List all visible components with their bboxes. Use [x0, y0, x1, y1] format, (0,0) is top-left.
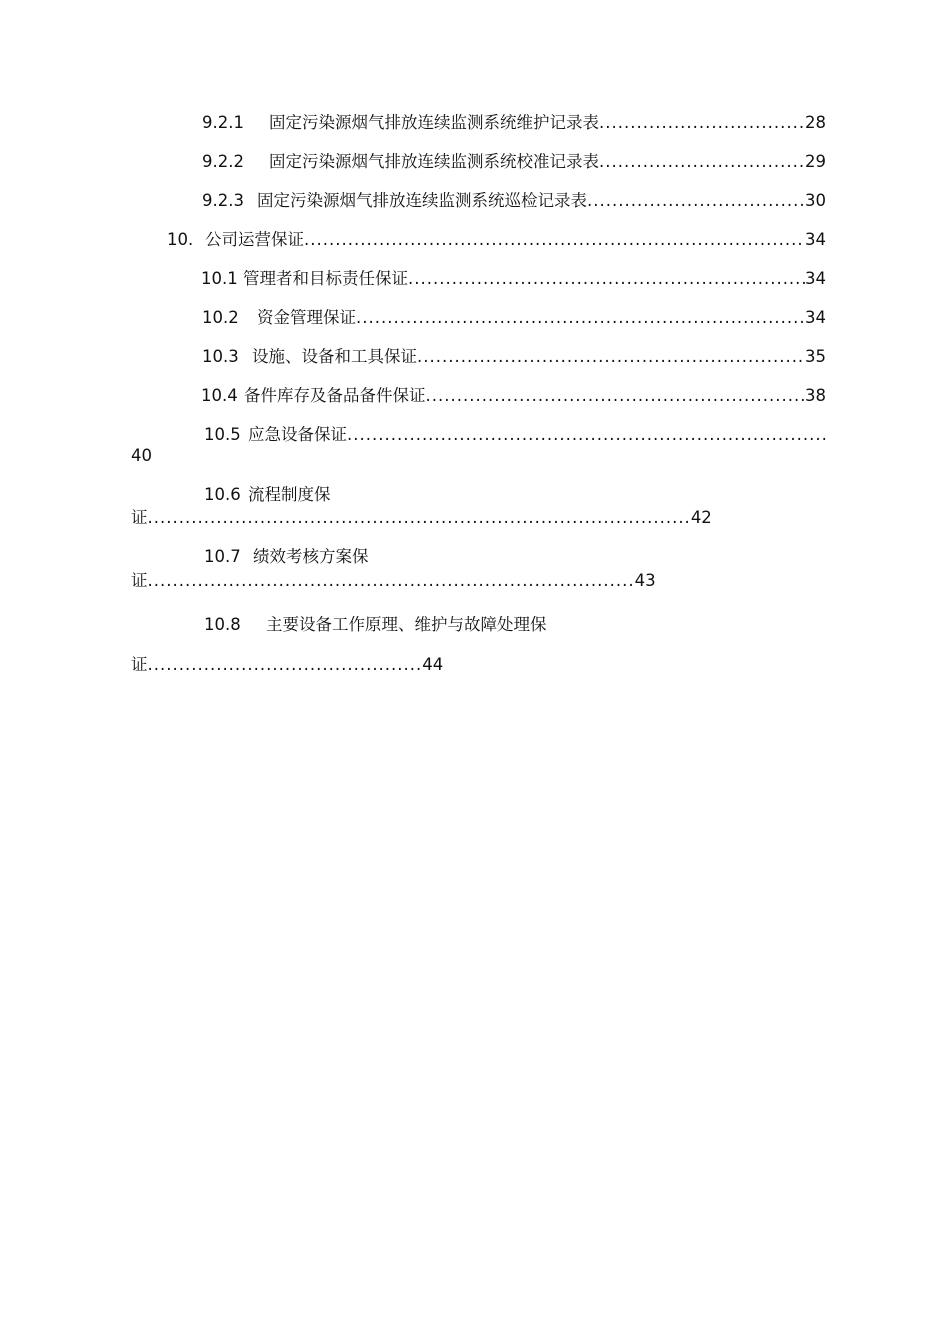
toc-entry-10-6[interactable]: [204, 483, 331, 507]
toc-entry-number: 9.2.1: [202, 113, 244, 132]
toc-leader-dots: ..............................................................................: [147, 571, 635, 590]
toc-entry-number: 10.5: [204, 425, 241, 444]
toc-entry-page: 40: [131, 446, 152, 465]
toc-entry-number: 10.2: [202, 308, 239, 327]
toc-entry-title: 应急设备保证: [248, 425, 347, 444]
toc-entry-title: 公司运营保证: [205, 230, 304, 249]
toc-entry-10-2[interactable]: [202, 306, 826, 330]
toc-entry-title: 固定污染源烟气排放连续监测系统巡检记录表: [257, 191, 587, 210]
toc-entry-page: 44: [422, 655, 444, 674]
toc-entry-10-7[interactable]: [204, 545, 369, 569]
toc-entry-number: 9.2.2: [202, 152, 244, 171]
toc-entry-number: 9.2.3: [202, 191, 244, 210]
toc-entry-title: 管理者和目标责任保证: [243, 269, 408, 288]
toc-entry-9-2-2[interactable]: [202, 150, 826, 174]
toc-entry-title-continued: 证: [131, 508, 148, 527]
toc-entry-10-8-cont: [131, 653, 443, 677]
toc-entry-page: 34: [805, 269, 826, 288]
toc-leader-dots: .......................................................................................: [147, 508, 691, 527]
toc-leader-dots: [304, 228, 805, 252]
toc-entry-10-5[interactable]: [204, 423, 826, 447]
toc-entry-10-3[interactable]: [202, 345, 826, 369]
toc-leader-dots: [356, 306, 805, 330]
toc-leader-dots: [347, 423, 826, 447]
toc-entry-number: 10.7: [204, 547, 241, 566]
toc-leader-dots: [599, 111, 805, 135]
toc-entry-10-7-cont: [131, 569, 656, 593]
toc-entry-title: 资金管理保证: [257, 308, 356, 327]
toc-entry-number: 10.6: [204, 485, 241, 504]
toc-entry-title: 设施、设备和工具保证: [252, 347, 417, 366]
toc-entry-page: 43: [634, 571, 656, 590]
toc-entry-title: 备件库存及备品备件保证: [244, 386, 426, 405]
toc-entry-page: 34: [805, 230, 826, 249]
toc-entry-9-2-3[interactable]: [202, 189, 826, 213]
toc-entry-page: 35: [805, 347, 826, 366]
toc-leader-dots: [599, 150, 805, 174]
toc-leader-dots: ............................................: [147, 655, 423, 674]
toc-entry-page: 30: [805, 191, 826, 210]
toc-entry-title-continued: 证: [131, 571, 148, 590]
toc-leader-dots: [587, 189, 805, 213]
toc-entry-number: 10.1: [201, 269, 238, 288]
toc-entry-page: 38: [805, 386, 826, 405]
toc-entry-title: 主要设备工作原理、维护与故障处理保: [266, 615, 547, 634]
toc-entry-page: 42: [690, 508, 712, 527]
toc-leader-dots: [426, 384, 806, 408]
toc-entry-number: 10.: [167, 230, 194, 249]
toc-entry-title: 流程制度保: [248, 485, 331, 504]
toc-entry-number: 10.3: [202, 347, 239, 366]
toc-entry-number: 10.4: [201, 386, 238, 405]
toc-leader-dots: [408, 267, 805, 291]
toc-entry-title: 固定污染源烟气排放连续监测系统校准记录表: [269, 152, 599, 171]
toc-entry-page: 28: [805, 113, 826, 132]
toc-entry-10[interactable]: [167, 228, 826, 252]
toc-entry-title: 绩效考核方案保: [253, 547, 369, 566]
toc-entry-9-2-1[interactable]: [202, 111, 826, 135]
toc-leader-dots: [417, 345, 805, 369]
toc-entry-title: 固定污染源烟气排放连续监测系统维护记录表: [269, 113, 599, 132]
toc-entry-page: 29: [805, 152, 826, 171]
toc-entry-number: 10.8: [204, 615, 241, 634]
toc-entry-10-6-cont: [131, 506, 712, 530]
toc-entry-10-4[interactable]: [201, 384, 826, 408]
toc-entry-10-8[interactable]: [204, 613, 547, 637]
toc-entry-title-continued: 证: [131, 655, 148, 674]
toc-entry-10-1[interactable]: [201, 267, 826, 291]
toc-entry-page: 34: [805, 308, 826, 327]
